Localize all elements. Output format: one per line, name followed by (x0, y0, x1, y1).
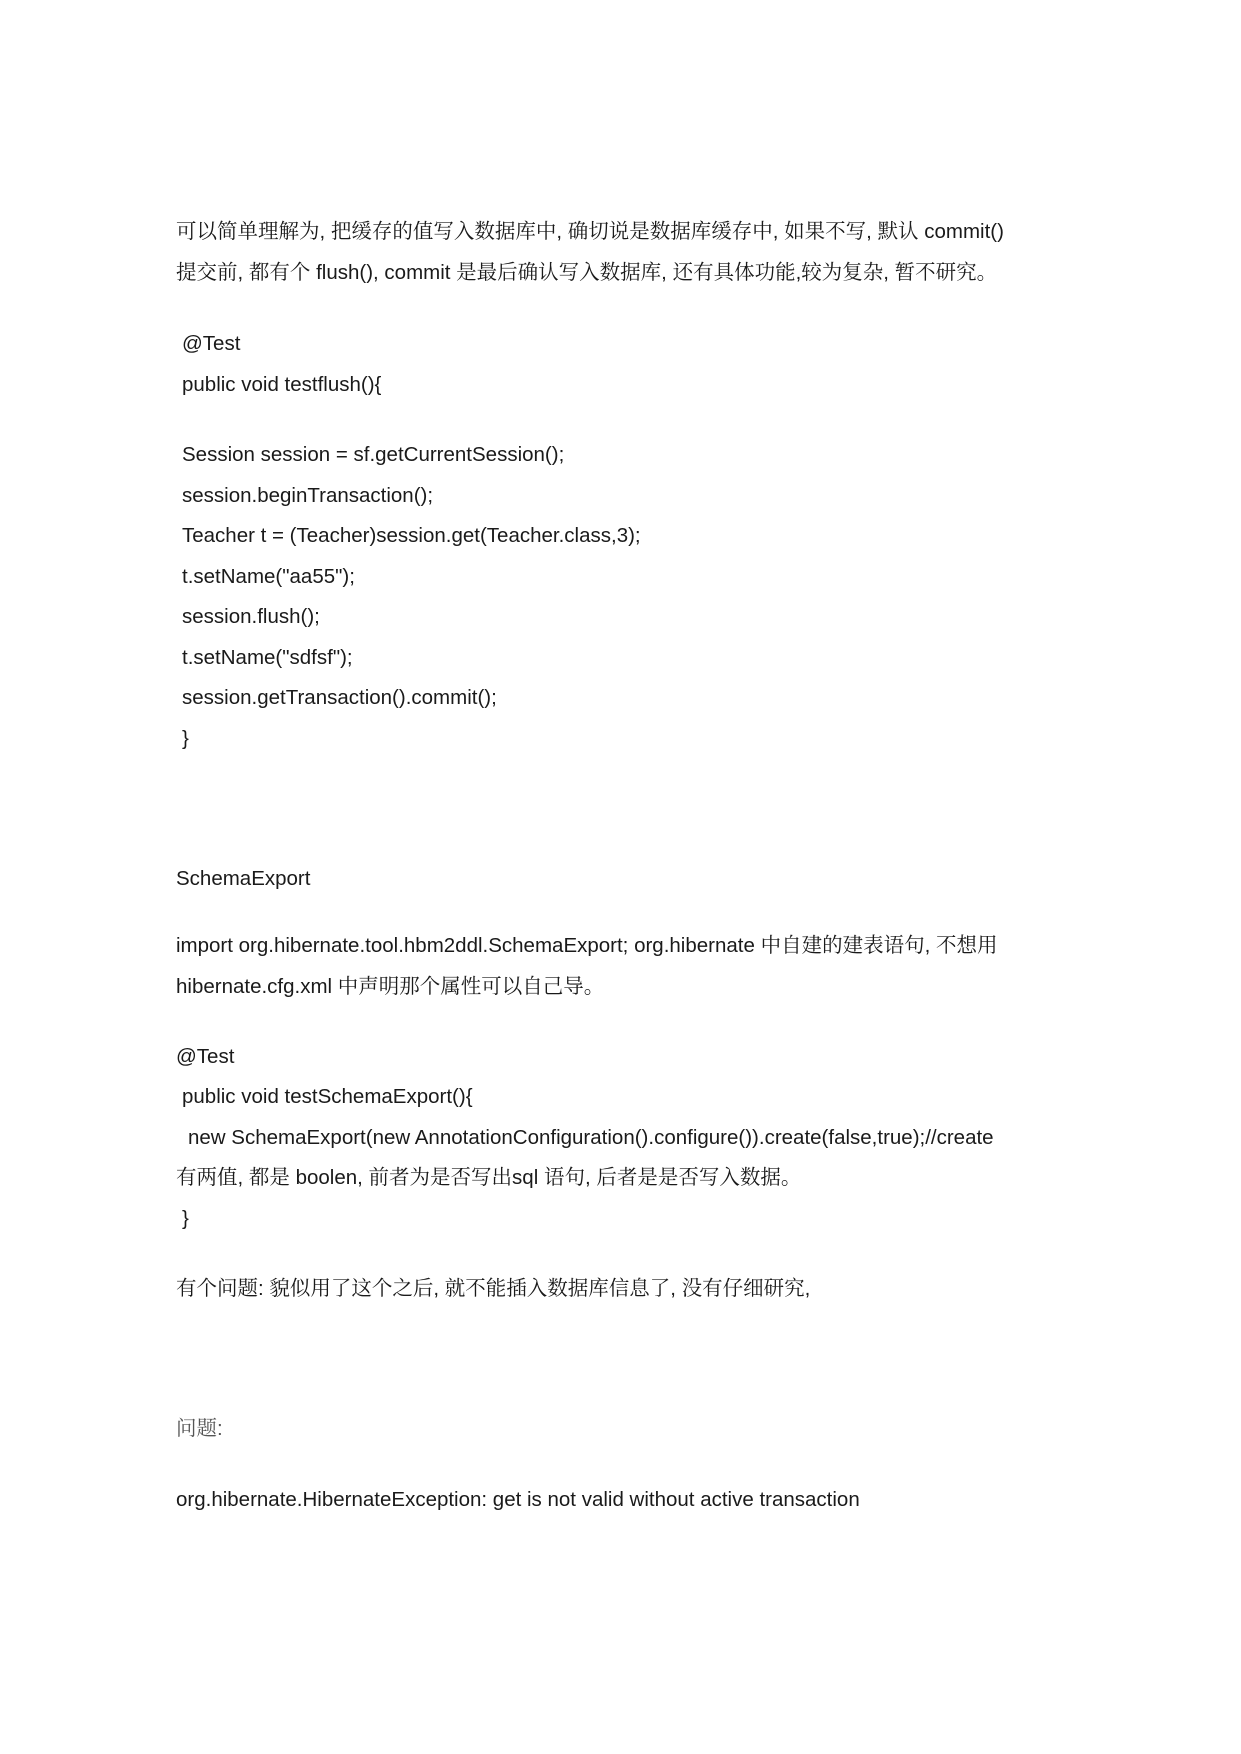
intro-line-2: 提交前, 都有个 flush(), commit 是最后确认写入数据库, 还有具体功能,较为复杂, 暂不研究。 (176, 261, 998, 284)
code-schema-signature: public void testSchemaExport(){ (182, 1085, 473, 1108)
problem-label: 问题: (176, 1417, 223, 1440)
code-flush-line: t.setName("sdfsf"); (182, 646, 353, 669)
code-schema-line: new SchemaExport(new AnnotationConfiguration().configure()).create(false,true);//create (188, 1126, 994, 1149)
code-schema-comment: 有两值, 都是 boolen, 前者为是否写出sql 语句, 后者是是否写入数据。 (176, 1166, 802, 1189)
schema-desc-line-2: hibernate.cfg.xml 中声明那个属性可以自己导。 (176, 975, 605, 998)
code-flush-signature: public void testflush(){ (182, 373, 382, 396)
code-flush-annotation: @Test (182, 332, 241, 355)
code-flush-line: session.getTransaction().commit(); (182, 686, 497, 709)
code-flush-line: t.setName("aa55"); (182, 565, 355, 588)
note-text: 有个问题: 貌似用了这个之后, 就不能插入数据库信息了, 没有仔细研究, (176, 1277, 811, 1300)
code-flush-line: session.flush(); (182, 605, 320, 628)
schema-heading: SchemaExport (176, 867, 311, 890)
schema-desc-line-1: import org.hibernate.tool.hbm2ddl.SchemaExport; org.hibernate 中自建的建表语句, 不想用 (176, 934, 998, 957)
code-flush-line: Session session = sf.getCurrentSession(); (182, 443, 565, 466)
code-flush-close: } (182, 727, 189, 750)
intro-line-1: 可以简单理解为, 把缓存的值写入数据库中, 确切说是数据库缓存中, 如果不写, 默认 commit() (176, 220, 1004, 243)
code-schema-annotation: @Test (176, 1045, 235, 1068)
code-schema-close: } (182, 1207, 189, 1230)
exception-text: org.hibernate.HibernateException: get is not valid without active transaction (176, 1488, 860, 1511)
code-flush-line: session.beginTransaction(); (182, 484, 434, 507)
code-flush-line: Teacher t = (Teacher)session.get(Teacher.class,3); (182, 524, 641, 547)
